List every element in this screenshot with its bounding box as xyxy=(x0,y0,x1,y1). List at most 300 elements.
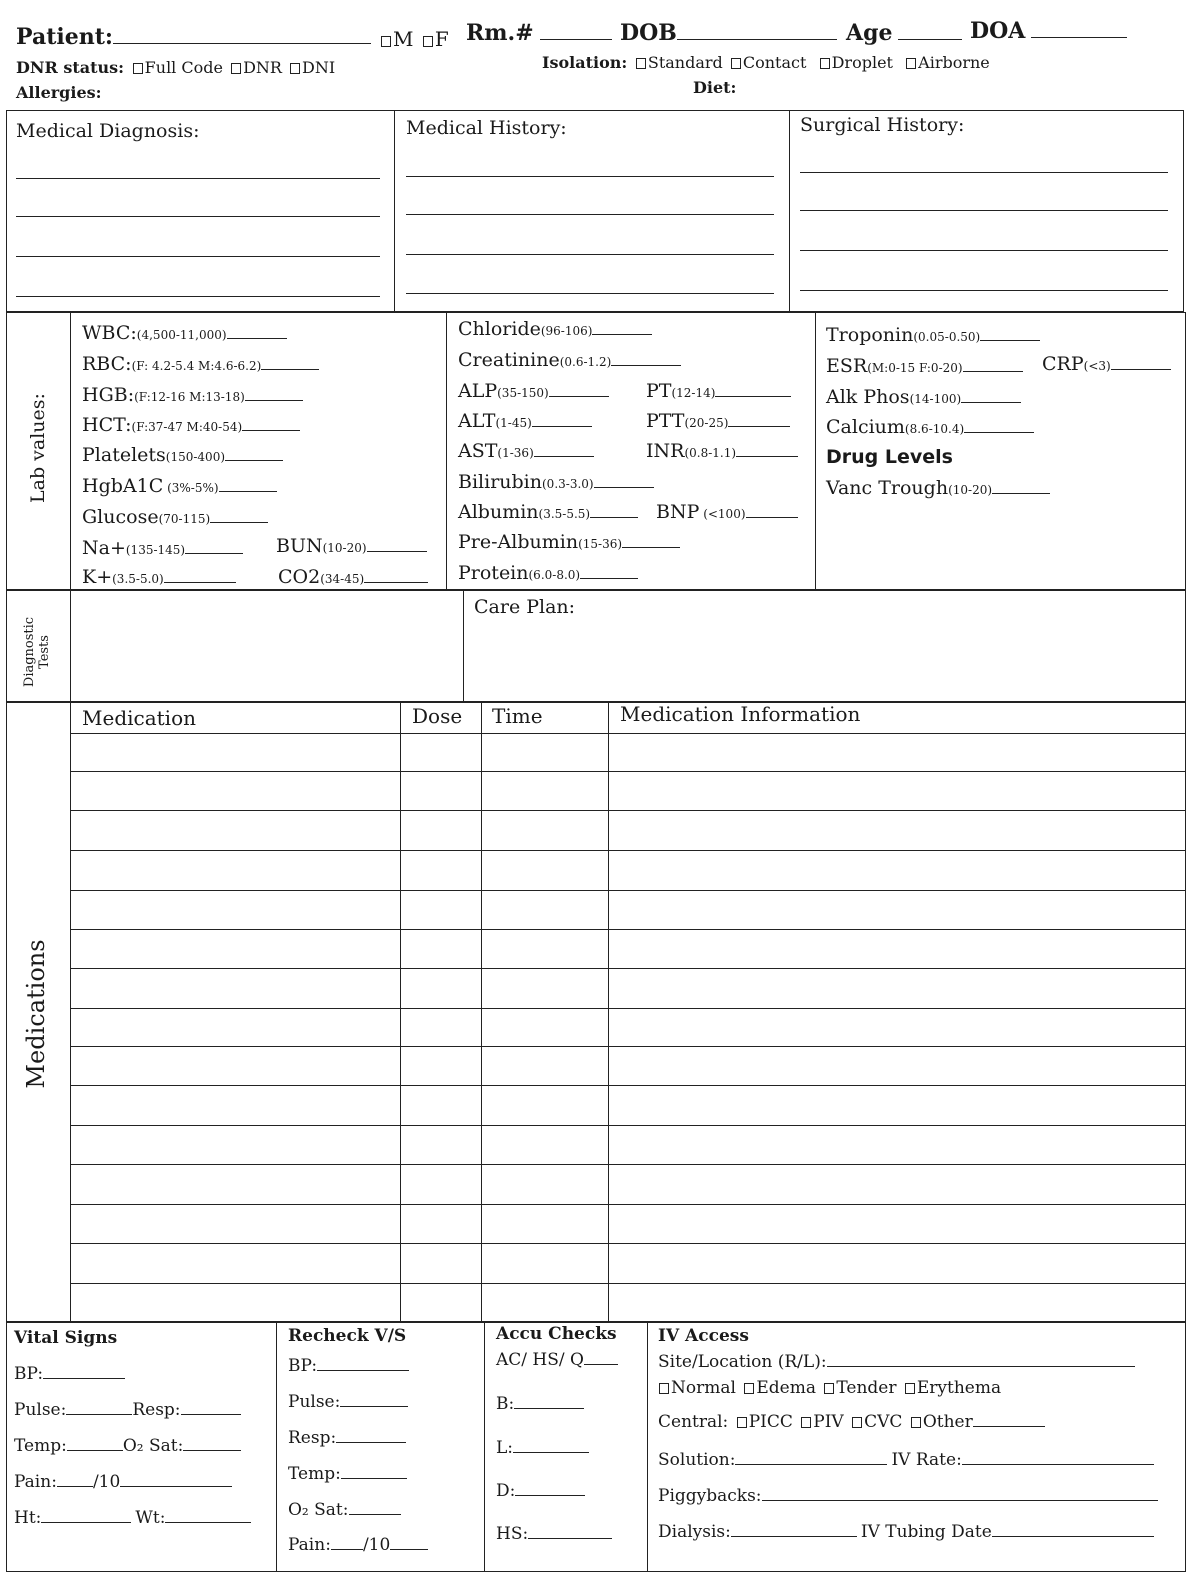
field-line[interactable] xyxy=(528,1538,612,1539)
room-label: Rm.# xyxy=(466,20,534,46)
dnr-option: Full Code xyxy=(144,58,223,77)
divider xyxy=(70,312,71,590)
lab-hgb[interactable] xyxy=(82,384,303,406)
time-column-header: Time xyxy=(492,704,543,728)
sex-m-label: M xyxy=(393,27,414,51)
field-label: HS: xyxy=(496,1524,529,1544)
medical-diagnosis-title: Medical Diagnosis: xyxy=(16,120,200,142)
picc-checkbox[interactable] xyxy=(737,1417,747,1428)
lab-creatinine[interactable] xyxy=(458,349,681,371)
lab-name: ALT xyxy=(458,410,496,432)
droplet-checkbox[interactable] xyxy=(820,58,830,69)
field-line[interactable] xyxy=(735,1464,887,1465)
dob-field[interactable] xyxy=(620,20,837,46)
lab-range: (3.5-5.5) xyxy=(538,507,591,521)
lab-bnp[interactable] xyxy=(656,501,798,523)
room-line[interactable] xyxy=(540,39,612,40)
lab-line[interactable] xyxy=(364,582,428,583)
lab-line[interactable] xyxy=(736,456,798,457)
dose-column-header: Dose xyxy=(412,704,463,728)
lab-name: CO2 xyxy=(278,566,321,588)
lab-bilirubin[interactable] xyxy=(458,471,654,493)
table-row[interactable] xyxy=(70,850,1186,851)
table-row[interactable] xyxy=(70,810,1186,811)
field-label: Resp: xyxy=(132,1400,181,1420)
divider xyxy=(789,110,790,312)
lab-line[interactable] xyxy=(961,402,1021,403)
other-checkbox[interactable] xyxy=(911,1417,921,1428)
medication-column-header: Medication xyxy=(82,706,196,730)
divider xyxy=(647,1322,648,1572)
lab-hct[interactable] xyxy=(82,414,300,436)
lab-chloride[interactable] xyxy=(458,318,652,340)
checkbox-label: Other xyxy=(922,1412,973,1432)
field-label: Central: xyxy=(658,1412,729,1432)
lab-range: (135-145) xyxy=(125,543,186,557)
lab-range: (0.6-1.2) xyxy=(559,355,612,369)
lab-line[interactable] xyxy=(992,493,1050,494)
lab-alt[interactable] xyxy=(458,410,592,432)
field-label: B: xyxy=(496,1394,515,1414)
field-label: Resp: xyxy=(288,1428,337,1448)
table-row[interactable] xyxy=(70,929,1186,930)
isolation xyxy=(542,53,990,72)
field-label: IV Rate: xyxy=(891,1450,962,1470)
lab-name: Creatinine xyxy=(458,349,560,371)
recheck-title: Recheck V/S xyxy=(288,1326,407,1346)
field-line[interactable] xyxy=(762,1500,1158,1501)
table-row[interactable] xyxy=(70,1164,1186,1165)
lab-na[interactable] xyxy=(82,537,243,559)
lab-name: Pre-Albumin xyxy=(458,531,579,553)
lab-range: (0.8-1.1) xyxy=(684,446,737,460)
recheck-pulse-field[interactable] xyxy=(288,1392,408,1412)
lab-albumin[interactable] xyxy=(458,501,638,523)
isolation-option: Standard xyxy=(647,53,723,72)
lab-range: (4,500-11,000) xyxy=(136,328,227,342)
sex-options xyxy=(378,27,449,51)
lab-protein[interactable] xyxy=(458,562,638,584)
isolation-option: Airborne xyxy=(918,53,990,72)
lab-range: (150-400) xyxy=(165,450,226,464)
iv-piggybacks[interactable] xyxy=(658,1486,1158,1506)
accu-checks-title: Accu Checks xyxy=(496,1324,617,1344)
field-label: Temp: xyxy=(14,1436,67,1456)
field-label: Pain: xyxy=(288,1535,331,1555)
field-line[interactable] xyxy=(67,1450,123,1451)
lab-ptt[interactable] xyxy=(646,410,790,432)
lab-line[interactable] xyxy=(580,578,638,579)
piv-checkbox[interactable] xyxy=(801,1417,811,1428)
lab-range: (0.05-0.50) xyxy=(913,330,981,344)
field-label: O₂ Sat: xyxy=(288,1500,349,1520)
lab-line[interactable] xyxy=(367,551,427,552)
field-label: Temp: xyxy=(288,1464,341,1484)
write-line[interactable] xyxy=(800,172,1168,173)
lab-alk-phos[interactable] xyxy=(826,386,1021,408)
lab-range: (10-20) xyxy=(322,541,367,555)
field-label: Pulse: xyxy=(288,1392,341,1412)
table-row[interactable] xyxy=(70,1243,1186,1244)
contact-checkbox[interactable] xyxy=(731,58,741,69)
lab-bun[interactable] xyxy=(276,535,427,557)
iv-access-title: IV Access xyxy=(658,1326,749,1346)
table-row[interactable] xyxy=(70,1046,1186,1047)
lab-line[interactable] xyxy=(590,517,638,518)
care-plan-title: Care Plan: xyxy=(474,596,576,618)
field-line[interactable] xyxy=(181,1414,241,1415)
column-divider xyxy=(608,702,609,1322)
lab-k[interactable] xyxy=(82,566,236,588)
age-field[interactable] xyxy=(846,20,962,46)
cvc-checkbox[interactable] xyxy=(852,1417,862,1428)
table-row[interactable] xyxy=(70,968,1186,969)
diagnostic-tests-area[interactable] xyxy=(72,592,461,700)
medication-information-column-header: Medication Information xyxy=(620,702,861,726)
dnr-checkbox[interactable] xyxy=(231,63,241,74)
erythema-checkbox[interactable] xyxy=(905,1383,915,1394)
lab-range: (12-14) xyxy=(671,386,716,400)
field-label: D: xyxy=(496,1481,516,1501)
write-line[interactable] xyxy=(16,178,380,179)
recheck-resp-field[interactable] xyxy=(288,1428,406,1448)
lab-ast[interactable] xyxy=(458,440,594,462)
lab-glucose[interactable] xyxy=(82,506,268,528)
recheck-o2-field[interactable] xyxy=(288,1500,401,1520)
medical-history-title: Medical History: xyxy=(406,117,567,139)
dnr-option: DNR xyxy=(243,58,282,77)
diagnostic-tests-label: Diagnostic Tests xyxy=(22,616,52,688)
field-label: Wt: xyxy=(135,1508,166,1528)
lab-wbc[interactable] xyxy=(82,322,287,344)
lab-line[interactable] xyxy=(227,338,287,339)
field-label: /10 xyxy=(92,1472,121,1492)
table-row[interactable] xyxy=(70,1008,1186,1009)
lab-pre-albumin[interactable] xyxy=(458,531,680,553)
field-line[interactable] xyxy=(41,1522,131,1523)
lab-range: (<3) xyxy=(1083,359,1111,373)
field-line[interactable] xyxy=(513,1452,589,1453)
age-line[interactable] xyxy=(898,39,962,40)
patient-name-line[interactable] xyxy=(113,43,371,44)
accu-frequency-field[interactable] xyxy=(496,1350,618,1370)
lab-line[interactable] xyxy=(225,460,283,461)
write-line[interactable] xyxy=(800,210,1168,211)
lab-pt[interactable] xyxy=(646,380,791,402)
field-line[interactable] xyxy=(390,1549,428,1550)
field-line[interactable] xyxy=(973,1426,1045,1427)
write-line[interactable] xyxy=(16,256,380,257)
divider xyxy=(484,1322,485,1572)
divider xyxy=(276,1322,277,1572)
checkbox-label: Tender xyxy=(836,1378,897,1398)
table-row[interactable] xyxy=(70,771,1186,772)
ht-wt-field[interactable] xyxy=(14,1508,251,1528)
lab-line[interactable] xyxy=(980,340,1040,341)
field-line[interactable] xyxy=(120,1486,232,1487)
checkbox-label: Edema xyxy=(756,1378,816,1398)
iv-dialysis-tubing[interactable] xyxy=(658,1522,1154,1542)
write-line[interactable] xyxy=(406,176,774,177)
lab-name: Platelets xyxy=(82,444,166,466)
lab-range: (34-45) xyxy=(320,572,365,586)
lab-crp[interactable] xyxy=(1042,353,1171,375)
lab-range: (M:0-15 F:0-20) xyxy=(867,361,963,375)
sex-m-checkbox[interactable] xyxy=(381,36,391,47)
vital-signs-title: Vital Signs xyxy=(14,1328,118,1348)
field-line[interactable] xyxy=(992,1536,1154,1537)
doa-label: DOA xyxy=(970,18,1026,44)
lab-co2[interactable] xyxy=(278,566,428,588)
accu-hs-field[interactable] xyxy=(496,1524,612,1544)
lab-range: (<100) xyxy=(699,507,746,521)
lab-line[interactable] xyxy=(242,430,300,431)
patient-label: Patient: xyxy=(16,24,114,50)
lab-line[interactable] xyxy=(534,456,594,457)
dnr-label: DNR status: xyxy=(16,58,125,77)
lab-line[interactable] xyxy=(963,371,1023,372)
lab-name: Glucose xyxy=(82,506,159,528)
write-line[interactable] xyxy=(800,250,1168,251)
lab-name: PTT xyxy=(646,410,685,432)
field-label: Solution: xyxy=(658,1450,736,1470)
lab-range: (96-106) xyxy=(540,324,593,338)
lab-name: AST xyxy=(458,440,498,462)
lab-range: (1-45) xyxy=(495,416,532,430)
iv-conditions xyxy=(656,1378,1001,1398)
write-line[interactable] xyxy=(16,216,380,217)
allergies-label: Allergies: xyxy=(16,83,102,102)
normal-checkbox[interactable] xyxy=(659,1383,669,1394)
lab-line[interactable] xyxy=(549,396,609,397)
lab-line[interactable] xyxy=(245,400,303,401)
medications-label: Medications xyxy=(22,939,50,1089)
lab-range: (3%-5%) xyxy=(163,481,219,495)
lab-name: PT xyxy=(646,380,672,402)
lab-name: HCT: xyxy=(82,414,132,436)
isolation-option: Contact xyxy=(742,53,807,72)
column-divider xyxy=(481,702,482,1322)
field-line[interactable] xyxy=(43,1378,125,1379)
lab-line[interactable] xyxy=(219,491,277,492)
field-line[interactable] xyxy=(962,1464,1154,1465)
lab-name: Protein xyxy=(458,562,529,584)
field-line[interactable] xyxy=(514,1408,584,1409)
lab-name: ESR xyxy=(826,355,868,377)
field-label: Dialysis: xyxy=(658,1522,731,1542)
recheck-bp-field[interactable] xyxy=(288,1356,409,1376)
field-label: BP: xyxy=(288,1356,318,1376)
field-label: Piggybacks: xyxy=(658,1486,762,1506)
lab-range: (F: 4.2-5.4 M:4.6-6.2) xyxy=(131,359,262,373)
write-line[interactable] xyxy=(406,293,774,294)
lab-range: (14-100) xyxy=(909,392,962,406)
recheck-temp-field[interactable] xyxy=(288,1464,407,1484)
lab-name: ALP xyxy=(458,380,498,402)
lab-name: Na+ xyxy=(82,537,126,559)
lab-name: Bilirubin xyxy=(458,471,542,493)
medications-section xyxy=(6,702,1186,1322)
lab-line[interactable] xyxy=(185,553,243,554)
write-line[interactable] xyxy=(406,214,774,215)
lab-name: K+ xyxy=(82,566,113,588)
checkbox-label: PIV xyxy=(813,1412,844,1432)
field-line[interactable] xyxy=(183,1450,241,1451)
pain-field[interactable] xyxy=(14,1472,232,1492)
edema-checkbox[interactable] xyxy=(744,1383,754,1394)
write-line[interactable] xyxy=(406,254,774,255)
drug-levels-heading: Drug Levels xyxy=(826,446,953,468)
field-line[interactable] xyxy=(336,1442,406,1443)
lab-line[interactable] xyxy=(715,396,791,397)
field-line[interactable] xyxy=(341,1478,407,1479)
divider xyxy=(815,312,816,590)
room-field[interactable] xyxy=(466,20,612,46)
surgical-history-title: Surgical History: xyxy=(800,114,965,136)
airborne-checkbox[interactable] xyxy=(906,58,916,69)
field-label: IV Tubing Date xyxy=(860,1522,992,1542)
lab-line[interactable] xyxy=(592,334,652,335)
iv-site-field[interactable] xyxy=(658,1352,1135,1372)
dob-label: DOB xyxy=(620,20,677,46)
lab-range: (3.5-5.0) xyxy=(112,572,164,586)
tender-checkbox[interactable] xyxy=(824,1383,834,1394)
dnr-status xyxy=(16,58,335,77)
field-line[interactable] xyxy=(317,1370,409,1371)
iv-central xyxy=(658,1412,1045,1432)
lab-calcium[interactable] xyxy=(826,416,1034,438)
lab-troponin[interactable] xyxy=(826,324,1040,346)
lab-inr[interactable] xyxy=(646,440,798,462)
field-line[interactable] xyxy=(57,1486,93,1487)
lab-alp[interactable] xyxy=(458,380,609,402)
standard-checkbox[interactable] xyxy=(636,58,646,69)
field-line[interactable] xyxy=(66,1414,132,1415)
lab-vanc-trough[interactable] xyxy=(826,477,1050,499)
lab-name: RBC: xyxy=(82,353,132,375)
lab-line[interactable] xyxy=(594,487,654,488)
table-row[interactable] xyxy=(70,1204,1186,1205)
lab-line[interactable] xyxy=(728,426,790,427)
lab-name: HGB: xyxy=(82,384,135,406)
lab-line[interactable] xyxy=(210,522,268,523)
accu-l-field[interactable] xyxy=(496,1438,589,1458)
field-label: Pain: xyxy=(14,1472,57,1492)
field-label: AC/ HS/ Q xyxy=(496,1350,584,1370)
dob-line[interactable] xyxy=(677,39,837,40)
diet-label: Diet: xyxy=(693,78,737,97)
lab-name: BUN xyxy=(276,535,323,557)
lab-line[interactable] xyxy=(964,432,1034,433)
lab-name: Chloride xyxy=(458,318,541,340)
lab-line[interactable] xyxy=(261,369,319,370)
lab-line[interactable] xyxy=(1111,369,1171,370)
lab-range: (20-25) xyxy=(684,416,729,430)
care-plan-area[interactable] xyxy=(466,624,1184,700)
checkbox-label: Normal xyxy=(671,1378,736,1398)
iv-solution-rate[interactable] xyxy=(658,1450,1154,1470)
lab-range: (10-20) xyxy=(948,483,993,497)
field-label: O₂ Sat: xyxy=(122,1436,184,1456)
lab-hgba1c[interactable] xyxy=(82,475,277,497)
temp-o2-field[interactable] xyxy=(14,1436,241,1456)
recheck-pain-field[interactable] xyxy=(288,1535,428,1555)
field-line[interactable] xyxy=(331,1549,363,1550)
bp-field[interactable] xyxy=(14,1364,125,1384)
accu-b-field[interactable] xyxy=(496,1394,584,1414)
field-label: Pulse: xyxy=(14,1400,67,1420)
field-line[interactable] xyxy=(584,1364,618,1365)
lab-name: CRP xyxy=(1042,353,1084,375)
table-row[interactable] xyxy=(70,1125,1186,1126)
lab-range: (35-150) xyxy=(497,386,549,400)
divider xyxy=(70,702,71,1322)
lab-rbc[interactable] xyxy=(82,353,319,375)
lab-name: Alk Phos xyxy=(826,386,910,408)
full-code-checkbox[interactable] xyxy=(133,63,143,74)
lab-range: (F:37-47 M:40-54) xyxy=(131,420,243,434)
lab-range: (70-115) xyxy=(158,512,211,526)
lab-range: (8.6-10.4) xyxy=(904,422,965,436)
field-line[interactable] xyxy=(340,1406,408,1407)
sex-f-checkbox[interactable] xyxy=(423,36,433,47)
lab-line[interactable] xyxy=(532,426,592,427)
dni-checkbox[interactable] xyxy=(290,63,300,74)
checkbox-label: Erythema xyxy=(916,1378,1002,1398)
lab-name: Vanc Trough xyxy=(826,477,949,499)
divider xyxy=(394,110,395,312)
field-line[interactable] xyxy=(515,1495,585,1496)
pulse-resp-field[interactable] xyxy=(14,1400,241,1420)
field-line[interactable] xyxy=(349,1514,401,1515)
divider xyxy=(446,312,447,590)
field-line[interactable] xyxy=(165,1522,251,1523)
lab-line[interactable] xyxy=(164,582,236,583)
write-line[interactable] xyxy=(800,290,1168,291)
table-row[interactable] xyxy=(70,1085,1186,1086)
lab-range: (F:12-16 M:13-18) xyxy=(134,390,245,404)
field-line[interactable] xyxy=(827,1366,1135,1367)
lab-name: Calcium xyxy=(826,416,905,438)
lab-line[interactable] xyxy=(611,365,681,366)
lab-line[interactable] xyxy=(746,517,798,518)
age-label: Age xyxy=(846,20,893,46)
lab-range: (1-36) xyxy=(497,446,534,460)
table-row[interactable] xyxy=(70,890,1186,891)
lab-name: INR xyxy=(646,440,685,462)
accu-d-field[interactable] xyxy=(496,1481,585,1501)
doa-line[interactable] xyxy=(1031,37,1127,38)
field-label: Ht: xyxy=(14,1508,42,1528)
lab-platelets[interactable] xyxy=(82,444,283,466)
field-label: BP: xyxy=(14,1364,44,1384)
lab-esr[interactable] xyxy=(826,355,1023,377)
table-row[interactable] xyxy=(70,1283,1186,1284)
lab-range: (0.3-3.0) xyxy=(542,477,594,491)
lab-name: HgbA1C xyxy=(82,475,164,497)
lab-line[interactable] xyxy=(622,547,680,548)
lab-values-label: Lab values: xyxy=(27,393,49,503)
lab-name: Albumin xyxy=(458,501,539,523)
doa-field[interactable] xyxy=(970,18,1127,44)
isolation-option: Droplet xyxy=(831,53,893,72)
write-line[interactable] xyxy=(16,296,380,297)
field-line[interactable] xyxy=(731,1536,857,1537)
column-divider xyxy=(400,702,401,1322)
table-row[interactable] xyxy=(70,733,1186,734)
patient-field[interactable] xyxy=(16,24,371,50)
field-label: /10 xyxy=(362,1535,391,1555)
